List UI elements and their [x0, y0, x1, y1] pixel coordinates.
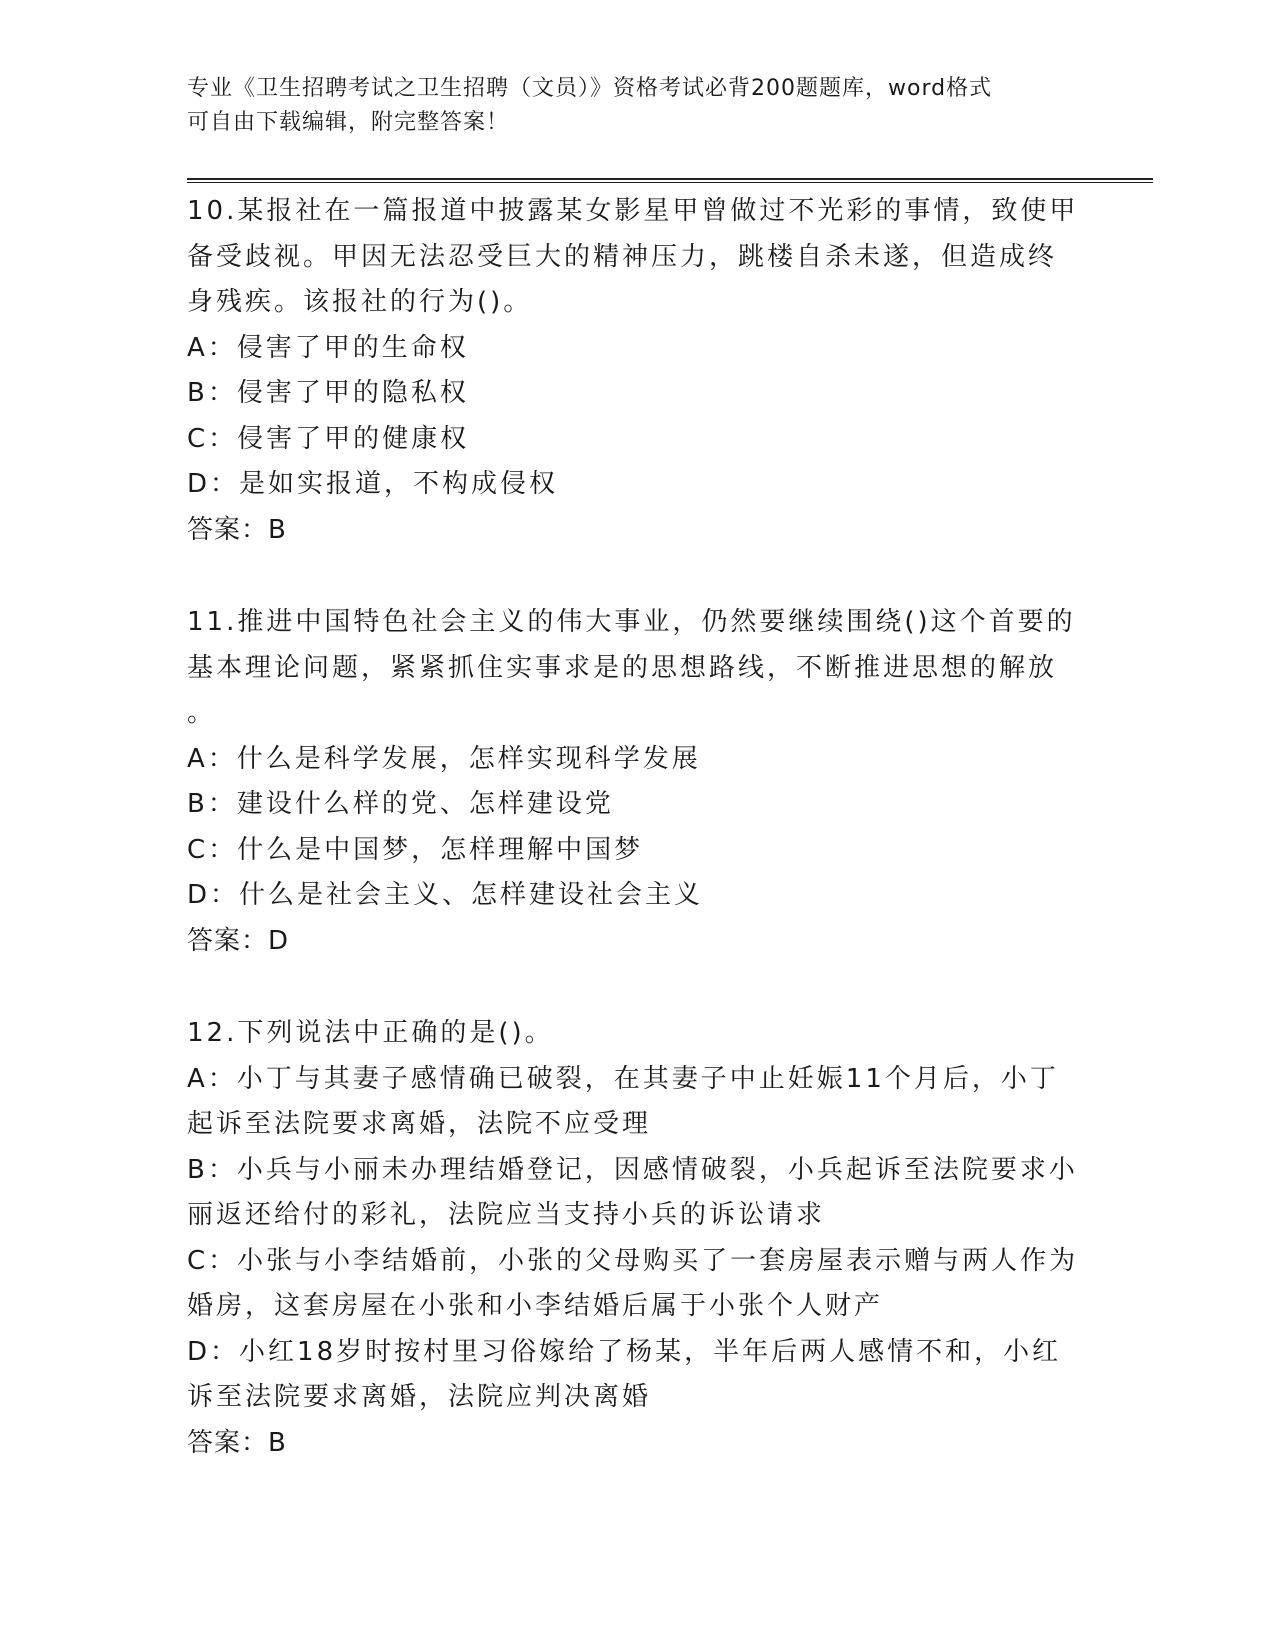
- option-d: D：什么是社会主义、怎样建设社会主义: [187, 880, 704, 910]
- question-stem-line: 基本理论问题，紧紧抓住实事求是的思想路线，不断推进思想的解放: [187, 652, 1058, 683]
- option-c: C：侵害了甲的健康权: [187, 423, 470, 454]
- question-list: [187, 189, 1087, 1466]
- answer-label: 答案：D: [187, 925, 290, 956]
- question-12: [187, 1011, 1087, 1466]
- option-b-continued: 丽返还给付的彩礼，法院应当支持小兵的诉讼请求: [187, 1200, 826, 1230]
- answer-label: 答案：B: [187, 1427, 287, 1458]
- question-11: [187, 600, 1087, 964]
- document-header: [187, 72, 1087, 140]
- question-stem-line: 10.某报社在一篇报道中披露某女影星甲曾做过不光彩的事情，致使甲: [187, 196, 1079, 226]
- option-a-continued: 起诉至法院要求离婚，法院不应受理: [187, 1109, 652, 1139]
- option-c-continued: 婚房，这套房屋在小张和小李结婚后属于小张个人财产: [187, 1291, 884, 1321]
- question-stem-line: 。: [187, 698, 217, 728]
- option-b: B：小兵与小丽未办理结婚登记，因感情破裂，小兵起诉至法院要求小: [187, 1154, 1078, 1185]
- option-b: B：侵害了甲的隐私权: [187, 378, 469, 408]
- option-d-continued: 诉至法院要求离婚，法院应判决离婚: [187, 1382, 652, 1412]
- header-line-2: 可自由下载编辑，附完整答案！: [187, 110, 510, 135]
- question-stem-line: 11.推进中国特色社会主义的伟大事业，仍然要继续围绕()这个首要的: [187, 607, 1076, 637]
- header-line-1: 专业《卫生招聘考试之卫生招聘（文员）》资格考试必背200题题库，word格式: [187, 76, 993, 101]
- option-d: D：是如实报道，不构成侵权: [187, 469, 559, 499]
- option-c: C：小张与小李结婚前，小张的父母购买了一套房屋表示赠与两人作为: [187, 1245, 1079, 1276]
- option-b: B：建设什么样的党、怎样建设党: [187, 789, 614, 819]
- question-spacer: [187, 964, 1087, 1011]
- option-c: C：什么是中国梦，怎样理解中国梦: [187, 834, 644, 865]
- header-rule-thin: [187, 182, 1153, 183]
- question-spacer: [187, 553, 1087, 600]
- question-stem-line: 备受歧视。甲因无法忍受巨大的精神压力，跳楼自杀未遂，但造成终: [187, 241, 1058, 272]
- question-stem-line: 12.下列说法中正确的是()。: [187, 1018, 554, 1048]
- option-d: D：小红18岁时按村里习俗嫁给了杨某，半年后两人感情不和，小红: [187, 1336, 1062, 1367]
- header-rule-thick: [187, 178, 1153, 180]
- option-a: A：小丁与其妻子感情确已破裂，在其妻子中止妊娠11个月后，小丁: [187, 1063, 1059, 1094]
- answer-label: 答案：B: [187, 514, 287, 545]
- option-a: A：什么是科学发展，怎样实现科学发展: [187, 743, 701, 774]
- question-10: [187, 189, 1087, 553]
- question-stem-line: 身残疾。该报社的行为()。: [187, 287, 533, 317]
- option-a: A：侵害了甲的生命权: [187, 332, 469, 363]
